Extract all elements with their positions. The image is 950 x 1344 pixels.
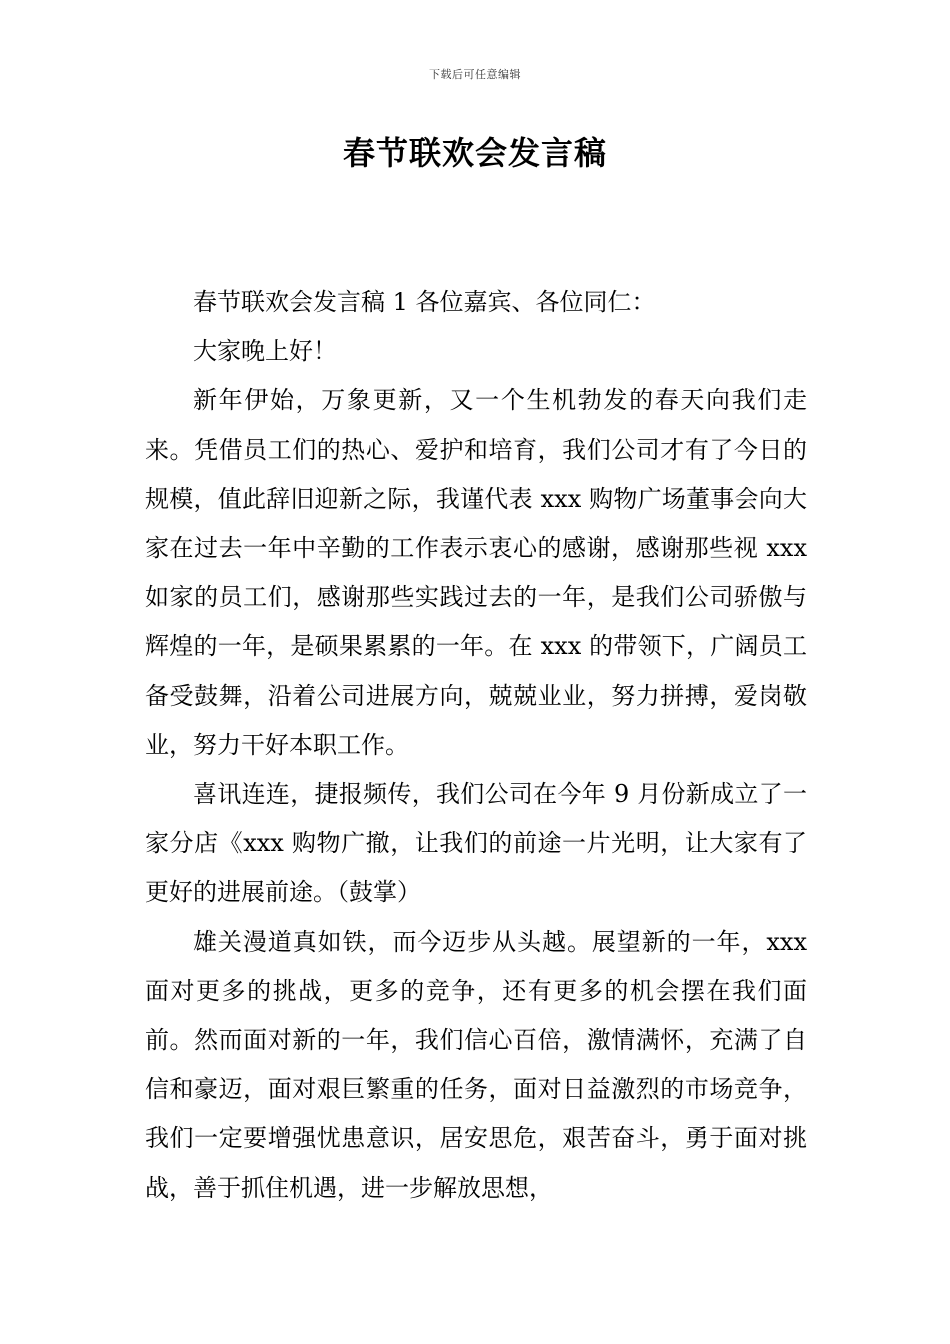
header-note: 下载后可任意编辑: [429, 68, 521, 81]
paragraph-salutation: 大家晚上好！: [193, 337, 337, 366]
paragraph-new-year: 新年伊始，万象更新，又一个生机勃发的春天向我们走来。凭借员工们的热心、爱护和培育，我们公司才有了今日的规模，值此辞旧迎新之际，我谨代表 xxx 购物广场董事会向大家在过去一年中辛勤的工作表示衷心的感谢，感谢那些视 xxx 如家的员工们，感谢那些实践过去的一年，是我们公司骄傲与辉煌的一年，是硕果累累的一年。在 xxx 的带领下，广阔员工备受鼓舞，沿着公司进展方向，兢兢业业，努力拼搏，爱岗敬业，努力干好本职工作。: [145, 386, 807, 759]
paragraph-greeting-line: 春节联欢会发言稿 1 各位嘉宾、各位同仁：: [193, 288, 656, 316]
paragraph-good-news: 喜讯连连，捷报频传，我们公司在今年 9 月份新成立了一家分店《xxx 购物广撤，让我们的前途一片光明，让大家有了更好的进展前途。（鼓掌）: [145, 780, 807, 907]
paragraph-outlook: 雄关漫道真如铁，而今迈步从头越。展望新的一年，xxx 面对更多的挑战，更多的竞争，还有更多的机会摆在我们面前。然而面对新的一年，我们信心百倍，激情满怀，充满了自信和豪迈，面对艰巨繁重的任务，面对日益激烈的市场竞争，我们一定要增强忧患意识，居安思危，艰苦奋斗，勇于面对挑战，善于抓住机遇，进一步解放思想，: [145, 927, 807, 1202]
document-title: 春节联欢会发言稿: [342, 134, 607, 172]
document-body: [145, 278, 807, 1213]
